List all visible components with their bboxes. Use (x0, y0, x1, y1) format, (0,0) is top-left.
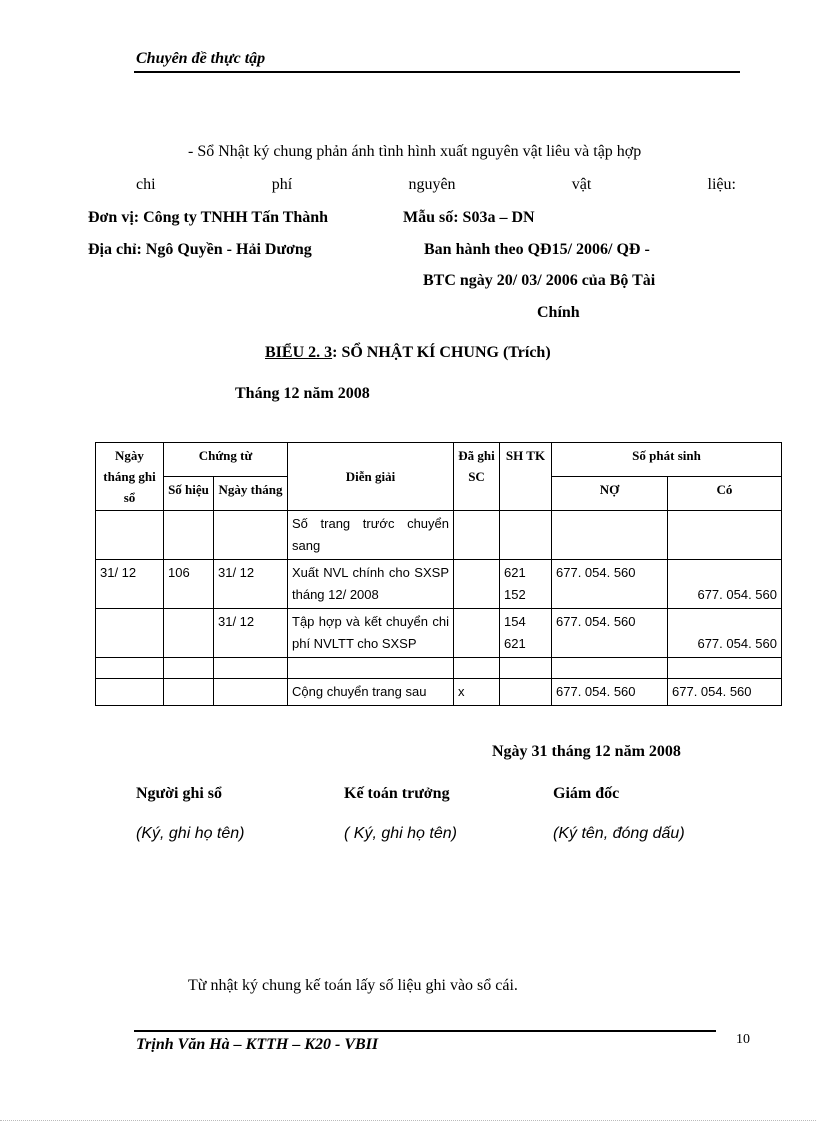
signer-chief-accountant: Kế toán trưởng (344, 785, 450, 802)
cell-credit (668, 560, 782, 609)
cell-no (164, 511, 214, 560)
table-row (96, 609, 782, 658)
account-debit: 621 (504, 565, 526, 580)
signoff-date: Ngày 31 tháng 12 năm 2008 (492, 743, 681, 760)
document-title (265, 344, 551, 362)
cell-account (500, 609, 552, 658)
title-label: BIỂU 2. 3 (265, 344, 333, 361)
intro-word: liệu: (707, 176, 736, 193)
cell-vdate (214, 511, 288, 560)
header-credit: Có (668, 477, 782, 511)
header-voucher-no: Số hiệu (164, 477, 214, 511)
page-edge (0, 1120, 816, 1121)
cell-desc: Xuất NVL chính cho SXSP tháng 12/ 2008 (288, 560, 454, 609)
company-unit: Đơn vị: Công ty TNHH Tấn Thành (88, 209, 329, 226)
cell-no: 106 (164, 560, 214, 609)
intro-line-2 (136, 176, 736, 194)
cell-credit: 677. 054. 560 (668, 679, 782, 706)
account-credit: 152 (504, 587, 526, 602)
general-journal-table (95, 442, 782, 706)
cell-account (500, 560, 552, 609)
cell-credit (668, 511, 782, 560)
footer-divider (134, 1030, 716, 1032)
header-account: SH TK (500, 443, 552, 511)
cell-posted: x (454, 679, 500, 706)
cell-account (500, 511, 552, 560)
table-row (96, 511, 782, 560)
footer-author: Trịnh Văn Hà – KTTH – K20 - VBII (136, 1036, 379, 1053)
intro-line-1: - Sổ Nhật ký chung phản ánh tình hình xuất nguyên vật liêu và tập hợp (188, 143, 642, 160)
signer-director: Giám đốc (553, 785, 620, 802)
issued-line-3: Chính (537, 304, 580, 321)
credit-amount: 677. 054. 560 (697, 636, 777, 651)
table-row-blank (96, 658, 782, 679)
credit-amount: 677. 054. 560 (697, 587, 777, 602)
recorder-note: (Ký, ghi họ tên) (136, 825, 245, 842)
table-header-row (96, 443, 782, 477)
cell-no (164, 609, 214, 658)
header-posted: Đã ghi SC (454, 443, 500, 511)
header-amount: Số phát sinh (552, 443, 782, 477)
signer-recorder: Người ghi sổ (136, 785, 223, 802)
cell-debit (552, 560, 668, 609)
issued-line-1: Ban hành theo QĐ15/ 2006/ QĐ - (424, 241, 650, 258)
intro-word: chi (136, 176, 156, 193)
cell-debit: 677. 054. 560 (552, 679, 668, 706)
header-divider (134, 71, 740, 73)
header-voucher: Chứng từ (164, 443, 288, 477)
header-desc: Diễn giải (288, 443, 454, 511)
cell-credit (668, 609, 782, 658)
header-debit: NỢ (552, 477, 668, 511)
debit-amount: 677. 054. 560 (556, 614, 636, 629)
closing-sentence: Từ nhật ký chung kế toán lấy số liệu ghi vào sổ cái. (188, 977, 518, 994)
header-voucher-date: Ngày tháng (214, 477, 288, 511)
table-row-total (96, 679, 782, 706)
director-note: (Ký tên, đóng dấu) (553, 825, 685, 842)
cell-vdate: 31/ 12 (214, 560, 288, 609)
account-credit: 621 (504, 636, 526, 651)
intro-word: nguyên (408, 176, 456, 193)
cell-posted (454, 511, 500, 560)
cell-desc: Tập hợp và kết chuyển chi phí NVLTT cho SXSP (288, 609, 454, 658)
form-number: Mẫu số: S03a – DN (403, 209, 535, 226)
account-debit: 154 (504, 614, 526, 629)
chief-note: ( Ký, ghi họ tên) (344, 825, 457, 842)
cell-debit (552, 511, 668, 560)
company-address: Địa chỉ: Ngô Quyền - Hải Dương (88, 241, 312, 258)
cell-date (96, 609, 164, 658)
cell-vdate: 31/ 12 (214, 609, 288, 658)
debit-amount: 677. 054. 560 (556, 565, 636, 580)
cell-date (96, 511, 164, 560)
cell-posted (454, 609, 500, 658)
title-month: Tháng 12 năm 2008 (235, 385, 370, 402)
cell-desc: Cộng chuyển trang sau (288, 679, 454, 706)
page-number: 10 (736, 1032, 750, 1047)
header-date: Ngày tháng ghi sổ (96, 443, 164, 511)
title-text: : SỔ NHẬT KÍ CHUNG (Trích) (332, 344, 551, 361)
intro-word: vật (571, 176, 592, 193)
cell-debit (552, 609, 668, 658)
intro-word: phí (271, 176, 293, 193)
cell-posted (454, 560, 500, 609)
cell-desc: Số trang trước chuyển sang (288, 511, 454, 560)
page-header-title: Chuyên đề thực tập (136, 50, 266, 67)
cell-date: 31/ 12 (96, 560, 164, 609)
issued-line-2: BTC ngày 20/ 03/ 2006 của Bộ Tài (423, 272, 656, 289)
table-row (96, 560, 782, 609)
